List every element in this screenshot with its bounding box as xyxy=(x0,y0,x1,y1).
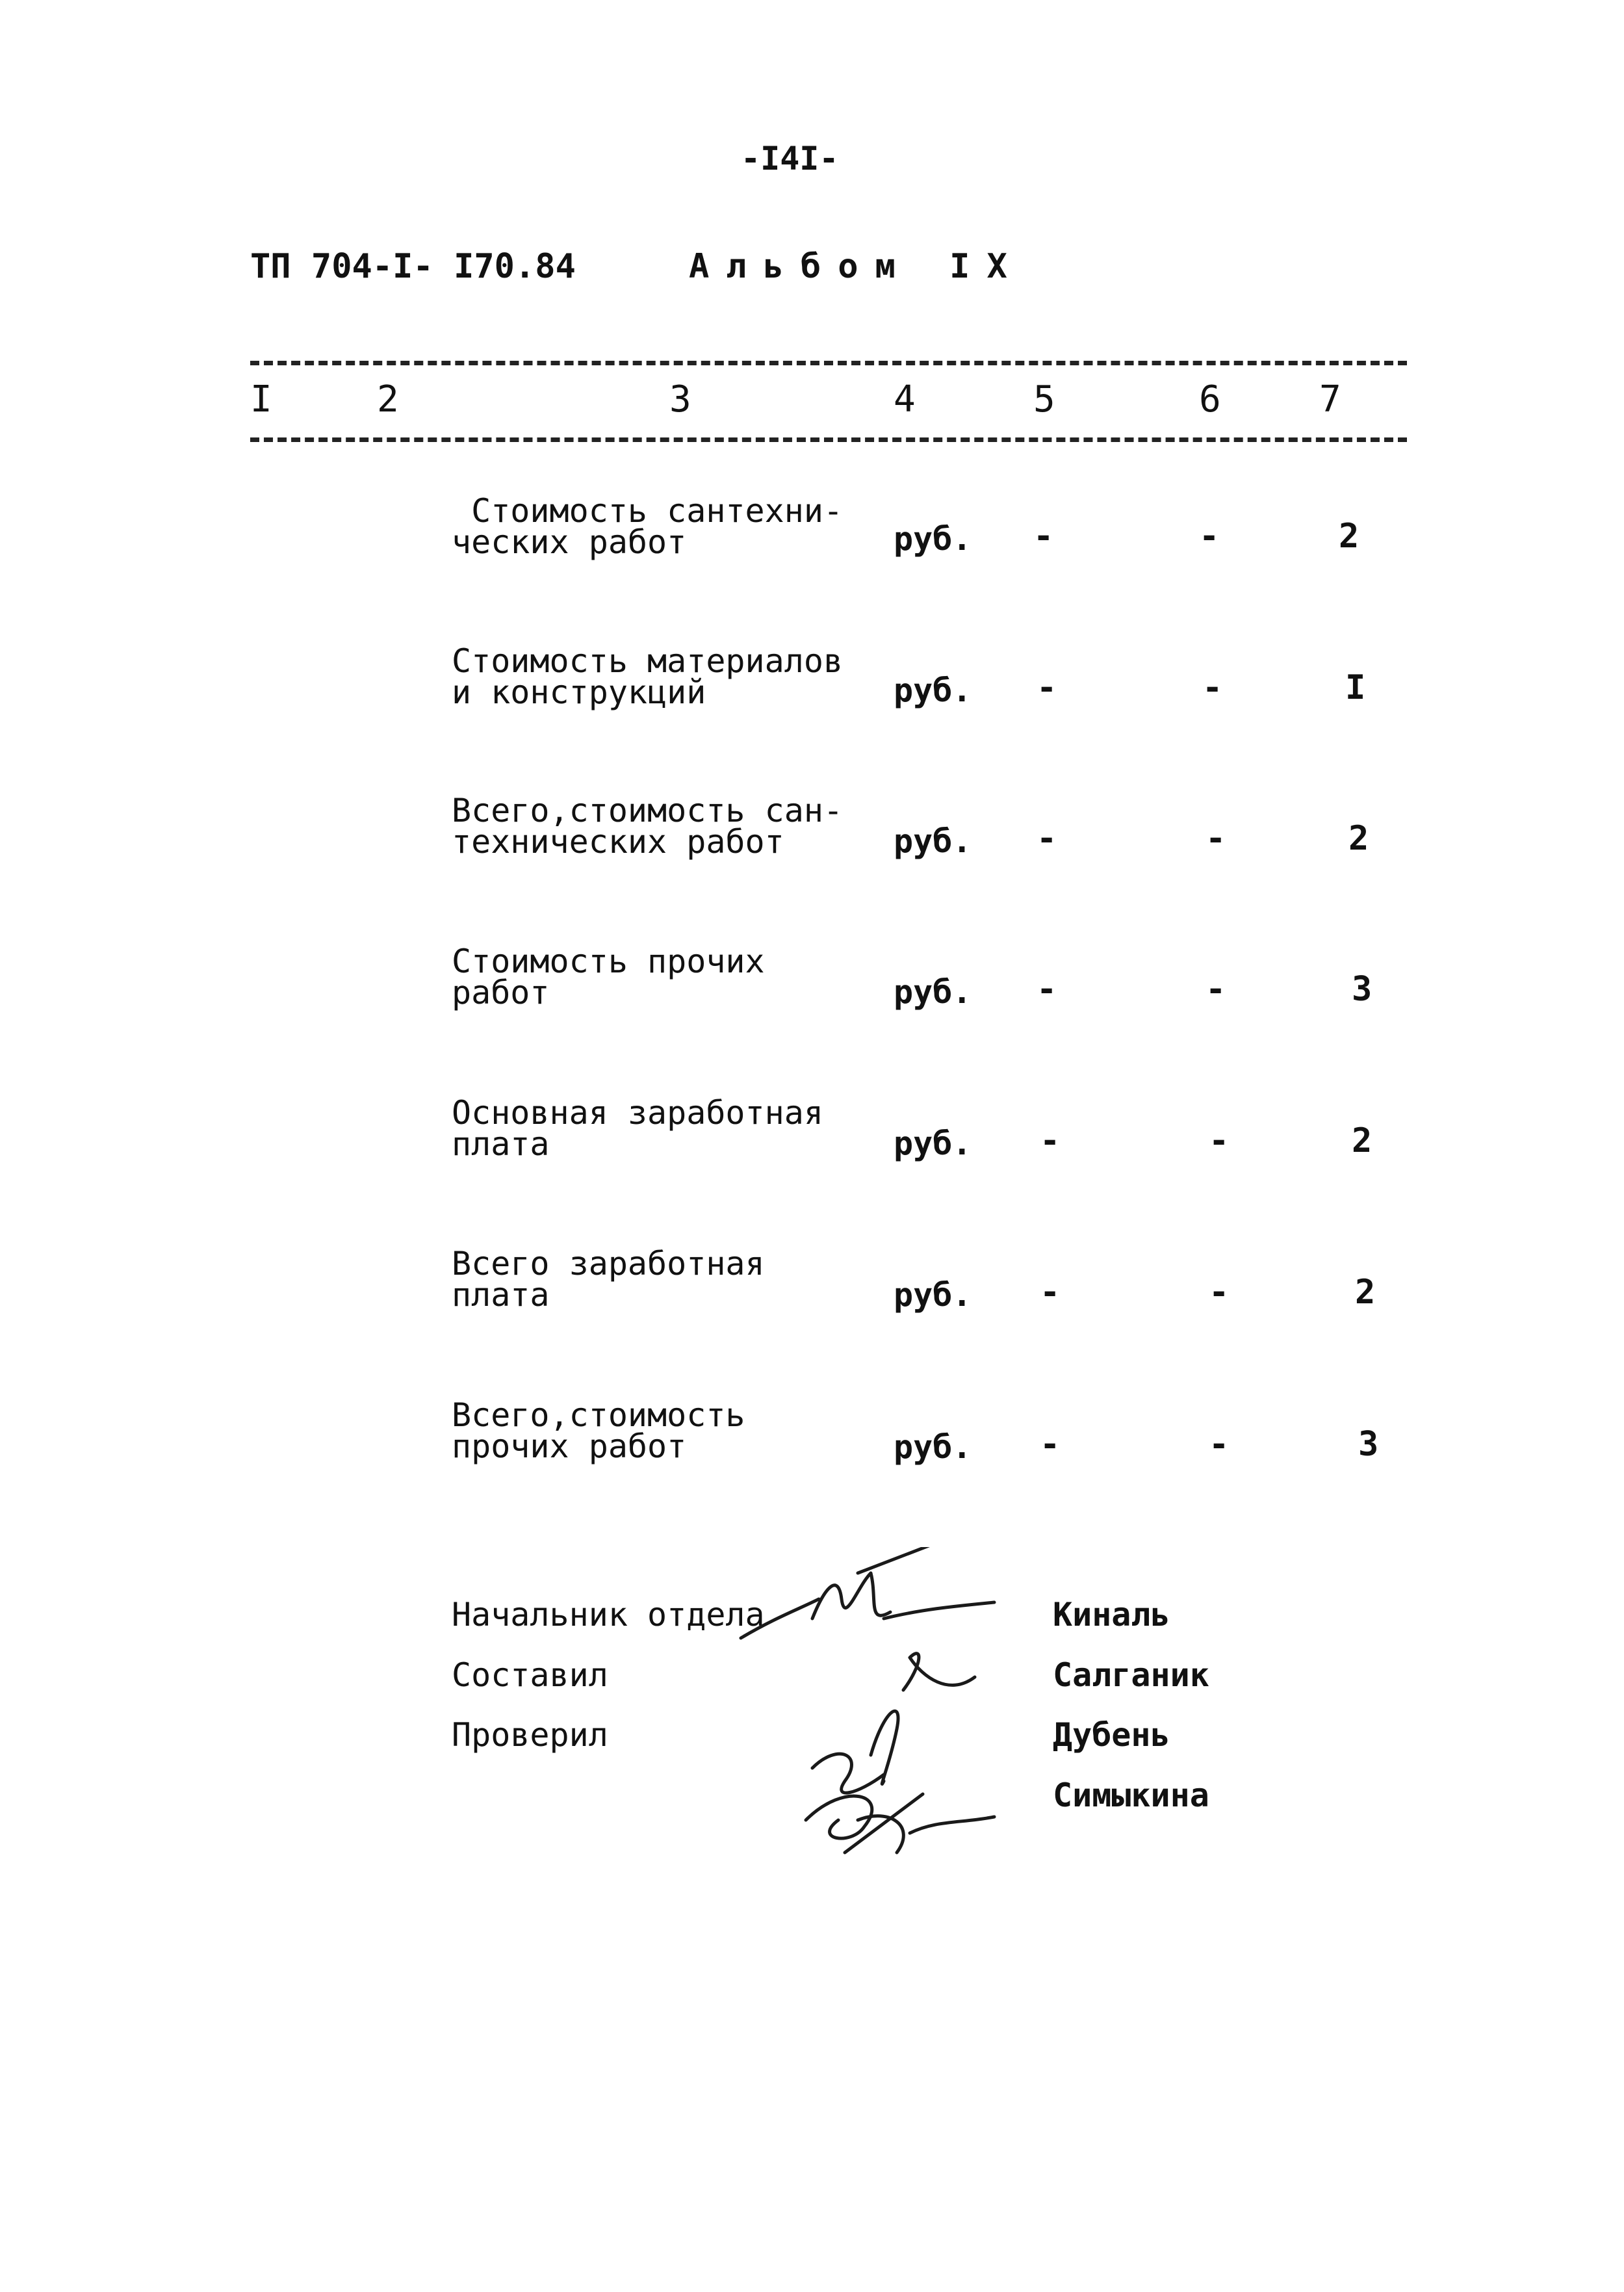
row-col6: - xyxy=(1209,1425,1230,1464)
signature-name-4: Симыкина xyxy=(1053,1777,1209,1814)
row-col6: - xyxy=(1209,1121,1230,1160)
signature-role-head: Начальник отдела xyxy=(452,1596,765,1634)
row-unit: руб. xyxy=(894,520,972,558)
column-header-1: I xyxy=(250,378,272,421)
row-label: Всего,стоимость сан- технических работ xyxy=(452,792,844,861)
row-col6: - xyxy=(1205,970,1226,1009)
page-number: -I4I- xyxy=(741,140,839,177)
row-col5: - xyxy=(1037,819,1057,858)
column-header-3: 3 xyxy=(669,378,691,421)
row-col7: 2 xyxy=(1355,1273,1376,1312)
row-unit: руб. xyxy=(894,1125,972,1162)
signature-name-3: Дубень xyxy=(1053,1716,1170,1754)
document-code: ТП 704-I- I70.84 xyxy=(250,247,576,286)
row-unit: руб. xyxy=(894,671,972,709)
table-header-rule xyxy=(250,437,1407,442)
row-col7: 2 xyxy=(1339,517,1360,556)
row-col7: 2 xyxy=(1348,819,1369,858)
table-top-rule xyxy=(250,361,1407,365)
row-label: Всего,стоимость прочих работ xyxy=(452,1396,745,1465)
row-col5: - xyxy=(1037,668,1057,707)
row-col7: 3 xyxy=(1352,970,1373,1009)
column-header-7: 7 xyxy=(1319,378,1341,421)
column-header-5: 5 xyxy=(1033,378,1055,421)
signature-name-2: Салганик xyxy=(1053,1656,1209,1694)
row-col6: - xyxy=(1199,517,1220,556)
row-col5: - xyxy=(1033,517,1054,556)
signature-role-checker: Проверил xyxy=(452,1716,608,1754)
column-header-6: 6 xyxy=(1199,378,1221,421)
signature-role-author: Составил xyxy=(452,1656,608,1694)
row-col6: - xyxy=(1202,668,1223,707)
row-unit: руб. xyxy=(894,1276,972,1314)
row-col6: - xyxy=(1205,819,1226,858)
row-unit: руб. xyxy=(894,822,972,860)
row-col5: - xyxy=(1040,1425,1061,1464)
row-unit: руб. xyxy=(894,973,972,1011)
row-col7: 3 xyxy=(1358,1425,1379,1464)
row-label: Основная заработная плата xyxy=(452,1094,823,1163)
handwritten-signatures-graphic xyxy=(728,1547,1066,1885)
album-title: Альбом IX xyxy=(689,247,1024,286)
row-label: Стоимость материалов и конструкций xyxy=(452,642,844,711)
row-label: Всего заработная плата xyxy=(452,1245,765,1314)
row-label: Стоимость сантехни- ческих работ xyxy=(452,492,844,561)
row-label: Стоимость прочих работ xyxy=(452,943,765,1011)
row-col5: - xyxy=(1040,1121,1061,1160)
column-header-4: 4 xyxy=(894,378,916,421)
row-unit: руб. xyxy=(894,1428,972,1466)
signature-name-1: Киналь xyxy=(1053,1596,1170,1634)
row-col5: - xyxy=(1037,970,1057,1009)
column-header-2: 2 xyxy=(377,378,399,421)
row-col6: - xyxy=(1209,1273,1230,1312)
row-col5: - xyxy=(1040,1273,1061,1312)
row-col7: I xyxy=(1345,668,1366,707)
row-col7: 2 xyxy=(1352,1121,1373,1160)
